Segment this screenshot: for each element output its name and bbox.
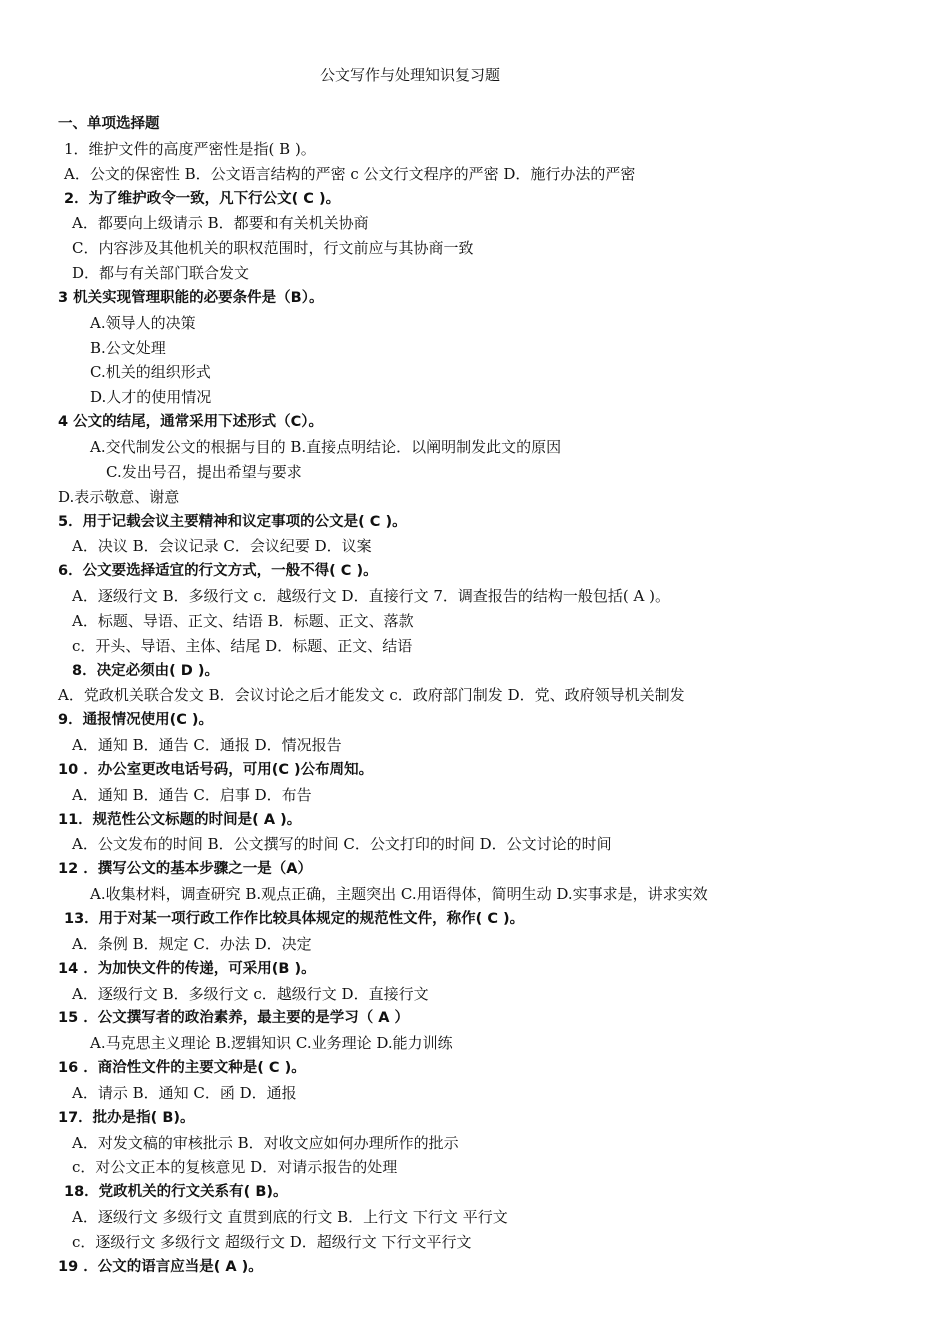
document-title: 公文写作与处理知识复习题: [319, 66, 500, 84]
option-line: A．条例 B．规定 C．办法 D．决定: [72, 934, 312, 953]
option-line: C.发出号召，提出希望与要求: [106, 462, 302, 481]
question-line: 19 ．公文的语言应当是( A )。: [58, 1258, 263, 1275]
question-line: 16 ．商洽性文件的主要文种是( C )。: [58, 1060, 306, 1077]
option-line: c．逐级行文 多级行文 超级行文 D．超级行文 下行文平行文: [72, 1232, 472, 1251]
question-list: [58, 112, 938, 1280]
question-line: 5．用于记载会议主要精神和议定事项的公文是( C )。: [58, 513, 407, 530]
question-line: 13．用于对某一项行政工作作比较具体规定的规范性文件，称作( C )。: [64, 911, 525, 927]
question-line: 10 ．办公室更改电话号码，可用(C )公布周知。: [58, 761, 374, 778]
option-line: A．通知 B．通告 C．启事 D．布告: [72, 785, 312, 804]
question-line: 17．批办是指( B)。: [58, 1109, 195, 1126]
question-line: 14 ．为加快文件的传递，可采用(B )。: [58, 960, 316, 977]
option-line: D.表示敬意、谢意: [58, 487, 180, 506]
option-line: A．逐级行文 B．多级行文 c．越级行文 D．直接行文: [72, 984, 429, 1003]
option-line: A．公文发布的时间 B．公文撰写的时间 C．公文打印的时间 D．公文讨论的时间: [72, 835, 612, 854]
question-line: 6．公文要选择适宜的行文方式，一般不得( C )。: [58, 563, 378, 580]
option-line: A.马克思主义理论 B.逻辑知识 C.业务理论 D.能力训练: [90, 1034, 453, 1053]
question-line: 一、单项选择题: [58, 116, 160, 132]
option-line: A．请示 B．通知 C．函 D．通报: [72, 1083, 297, 1102]
option-line: A．通知 B．通告 C．通报 D．情况报告: [72, 736, 342, 755]
question-line: 8．决定必须由( D )。: [72, 662, 219, 679]
option-line: A.交代制发公文的根据与目的 B.直接点明结论．以阐明制发此文的原因: [90, 437, 562, 456]
option-line: A．逐级行文 多级行文 直贯到底的行文 B．上行文 下行文 平行文: [72, 1208, 508, 1227]
question-line: 15 ．公文撰写者的政治素养，最主要的是学习（ A ）: [58, 1010, 410, 1027]
option-line: D.人才的使用情况: [90, 388, 212, 407]
question-line: 18．党政机关的行文关系有( B)。: [64, 1184, 288, 1201]
option-line: A.领导人的决策: [90, 313, 196, 332]
option-line: C.机关的组织形式: [90, 363, 211, 382]
option-line: B.公文处理: [90, 338, 166, 357]
question-line: 4 公文的结尾，通常采用下述形式（C）。: [58, 414, 324, 431]
option-line: A.收集材料，调查研究 B.观点正确，主题突出 C.用语得体，简明生动 D.实事求是，讲求实效: [90, 885, 708, 904]
question-line: 11．规范性公文标题的时间是( A )。: [58, 811, 302, 828]
option-line: D．都与有关部门联合发文: [72, 264, 250, 283]
option-line: A．逐级行文 B．多级行文 c．越级行文 D．直接行文 7．调查报告的结构一般包括( A )。: [72, 587, 670, 606]
option-line: c．开头、导语、主体、结尾 D．标题、正文、结语: [72, 636, 413, 655]
option-line: 1．维护文件的高度严密性是指( B )。: [64, 139, 316, 158]
question-line: 2．为了维护政令一致，凡下行公文( C )。: [64, 190, 341, 207]
option-line: A．都要向上级请示 B．都要和有关机关协商: [72, 214, 369, 233]
option-line: A．对发文稿的审核批示 B．对收文应如何办理所作的批示: [72, 1133, 459, 1152]
question-line: 3 机关实现管理职能的必要条件是（B）。: [58, 289, 324, 306]
option-line: C．内容涉及其他机关的职权范围时，行文前应与其协商一致: [72, 239, 474, 258]
option-line: A．标题、导语、正文、结语 B．标题、正文、落款: [72, 611, 414, 630]
question-line: 12 ．撰写公文的基本步骤之一是（A）: [58, 861, 312, 878]
option-line: c．对公文正本的复核意见 D．对请示报告的处理: [72, 1158, 398, 1177]
option-line: A．公文的保密性 B．公文语言结构的严密 c 公文行文程序的严密 D．施行办法的严密: [64, 164, 636, 183]
option-line: A．决议 B．会议记录 C．会议纪要 D．议案: [72, 537, 372, 556]
option-line: A．党政机关联合发文 B．会议讨论之后才能发文 c．政府部门制发 D．党、政府领导机关制发: [58, 686, 685, 705]
question-line: 9．通报情况使用(C )。: [58, 712, 214, 729]
